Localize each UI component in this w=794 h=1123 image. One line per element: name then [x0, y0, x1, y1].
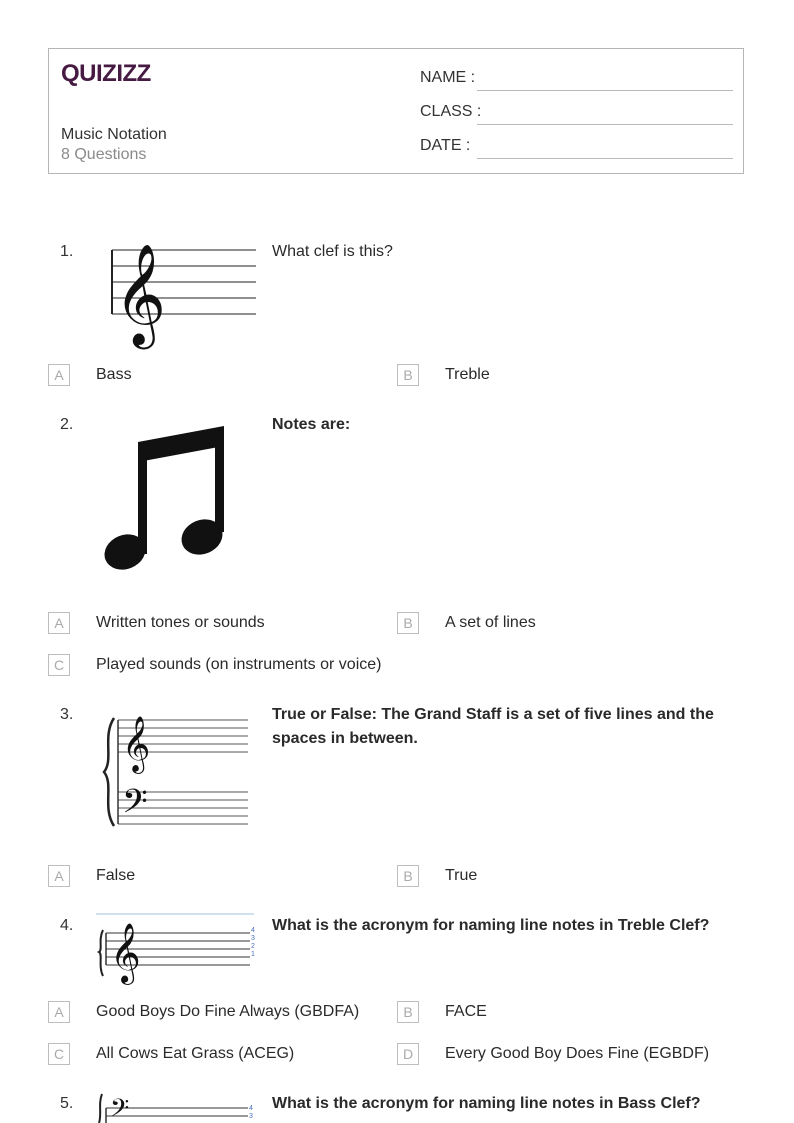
option-letter-box[interactable]: B	[397, 865, 419, 887]
staff-line-label: 4	[249, 1105, 253, 1112]
worksheet-title: Music Notation	[61, 126, 167, 143]
staff-line-label: 1	[251, 951, 255, 958]
date-input-line[interactable]	[477, 157, 733, 159]
option-text: Bass	[96, 366, 132, 383]
quizizz-logo-mark	[61, 59, 151, 87]
date-label: DATE :	[420, 137, 471, 154]
class-label: CLASS :	[420, 103, 482, 120]
class-input-line[interactable]	[477, 123, 733, 125]
option-text: Treble	[445, 366, 490, 383]
option-text: False	[96, 867, 136, 884]
question-number: 5.	[60, 1095, 74, 1112]
staff-line-label: 4	[251, 927, 255, 934]
option-text: True	[445, 867, 478, 884]
treble-clef-lines-image	[96, 912, 258, 983]
question-text: What clef is this?	[272, 243, 393, 260]
option-text: All Cows Eat Grass (ACEG)	[96, 1045, 295, 1062]
option-letter-box[interactable]: A	[48, 612, 70, 634]
option-letter-box[interactable]: A	[48, 1001, 70, 1023]
option-text: Written tones or sounds	[96, 614, 265, 631]
beamed-eighth-notes-image	[100, 424, 230, 574]
svg-text:QUIZIZZ: QUIZIZZ	[61, 60, 151, 87]
staff-line-label: 2	[251, 943, 255, 950]
question-text: True or False: The Grand Staff is a set of five lines and the spaces in between.	[272, 706, 714, 747]
question-count: 8 Questions	[61, 146, 147, 163]
option-letter-box[interactable]: D	[397, 1043, 419, 1065]
option-text: A set of lines	[445, 614, 536, 631]
option-text: Every Good Boy Does Fine (EGBDF)	[445, 1045, 710, 1062]
quizizz-logo	[61, 59, 151, 92]
question-number: 2.	[60, 416, 74, 433]
question-number: 3.	[60, 706, 74, 723]
option-letter-box[interactable]: C	[48, 654, 70, 676]
option-text: Good Boys Do Fine Always (GBDFA)	[96, 1003, 360, 1020]
svg-text:𝄢: 𝄢	[110, 1094, 130, 1123]
option-letter-box[interactable]: B	[397, 612, 419, 634]
option-letter-box[interactable]: A	[48, 364, 70, 386]
svg-text:𝄢: 𝄢	[122, 783, 148, 829]
question-text: What is the acronym for naming line notes in Bass Clef?	[272, 1095, 701, 1112]
question-text: What is the acronym for naming line notes in Treble Clef?	[272, 917, 710, 934]
option-letter-box[interactable]: B	[397, 364, 419, 386]
option-text: Played sounds (on instruments or voice)	[96, 656, 382, 673]
option-letter-box[interactable]: B	[397, 1001, 419, 1023]
svg-text:𝄞: 𝄞	[122, 716, 151, 772]
staff-line-label: 3	[251, 935, 255, 942]
question-text: Notes are:	[272, 416, 351, 433]
svg-text:𝄞: 𝄞	[114, 242, 167, 345]
grand-staff-image	[100, 706, 250, 830]
option-letter-box[interactable]: A	[48, 865, 70, 887]
worksheet-header	[48, 48, 744, 174]
question-number: 1.	[60, 243, 74, 260]
treble-clef-staff-image	[100, 238, 260, 345]
name-input-line[interactable]	[477, 89, 733, 91]
name-label: NAME :	[420, 69, 476, 86]
staff-line-label: 3	[249, 1113, 253, 1120]
question-number: 4.	[60, 917, 74, 934]
option-letter-box[interactable]: C	[48, 1043, 70, 1065]
svg-text:𝄞: 𝄞	[110, 923, 141, 983]
option-text: FACE	[445, 1003, 487, 1020]
bass-clef-lines-image	[96, 1090, 256, 1123]
